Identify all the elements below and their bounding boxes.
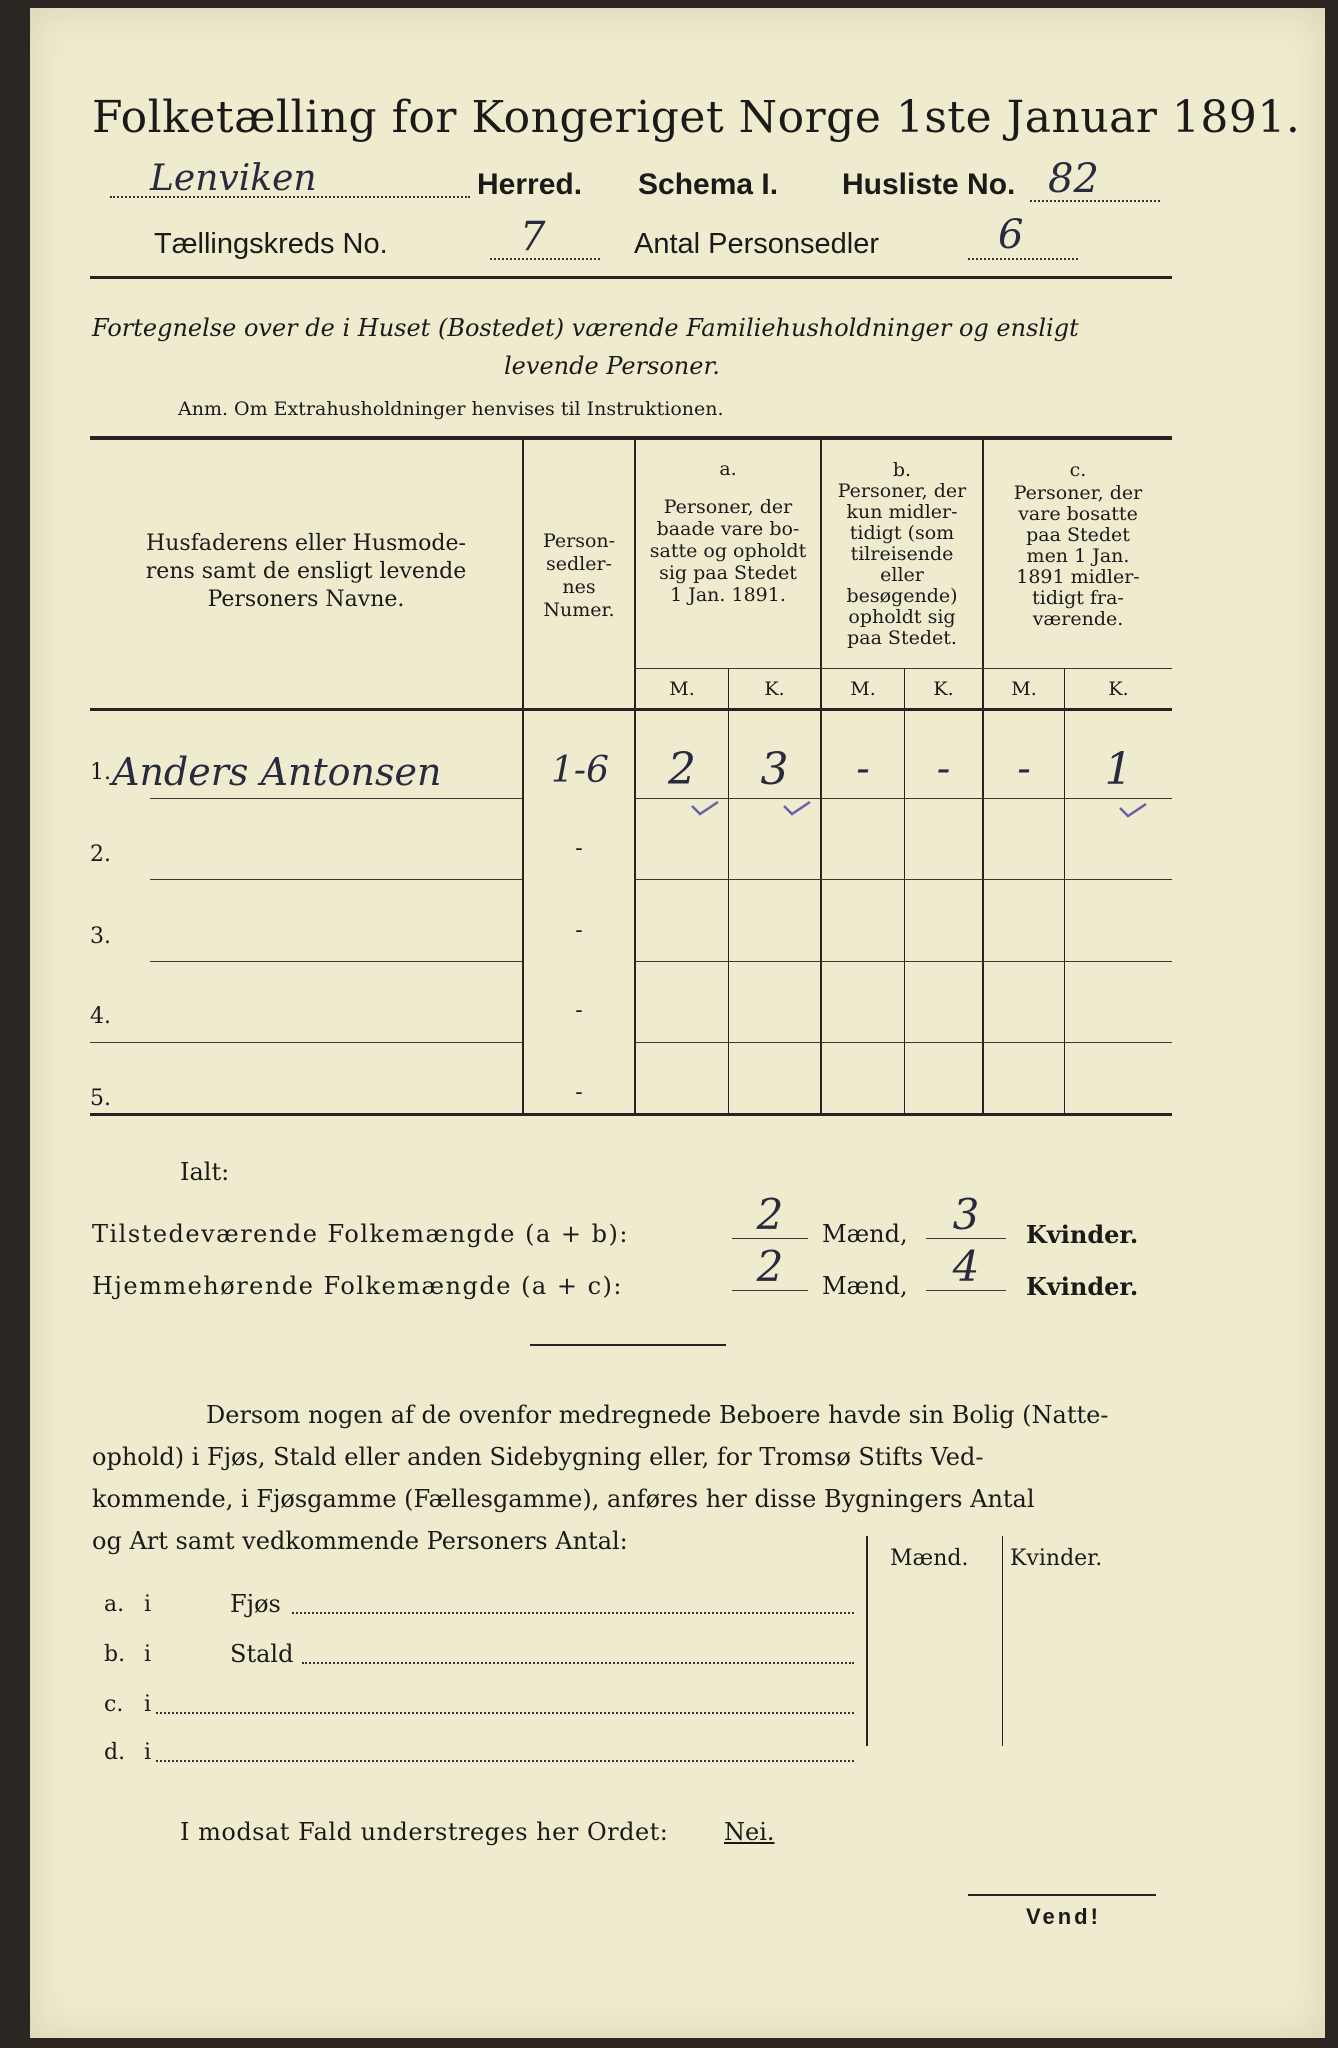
row-2-number: 2. bbox=[90, 842, 111, 867]
a-m-header: M. bbox=[669, 678, 695, 700]
row-2-line bbox=[150, 879, 522, 880]
row-3-num: - bbox=[575, 918, 583, 943]
row-3-number: 3. bbox=[90, 924, 111, 949]
building-col-line-2 bbox=[1002, 1536, 1003, 1746]
row-4-line bbox=[90, 1042, 522, 1043]
tilstede-maend-label: Mænd, bbox=[822, 1220, 908, 1248]
check-mark-icon bbox=[1118, 800, 1148, 820]
nei-word: Nei. bbox=[724, 1818, 775, 1846]
row-4-line-b bbox=[634, 1042, 1172, 1043]
kreds-value: 7 bbox=[520, 214, 546, 260]
building-a-letter: a. bbox=[104, 1592, 125, 1617]
building-c-prep: i bbox=[144, 1692, 152, 1717]
check-mark-icon bbox=[690, 798, 720, 818]
row-1-number: 1. bbox=[90, 760, 111, 785]
building-b-label: Stald bbox=[230, 1640, 294, 1668]
tilstede-kvinder-value: 3 bbox=[952, 1190, 980, 1239]
row-1-b-m: - bbox=[856, 746, 870, 792]
building-a-dotline bbox=[292, 1612, 854, 1614]
building-d-dotline bbox=[156, 1760, 854, 1762]
b-m-header: M. bbox=[850, 678, 876, 700]
col-line-ck bbox=[1064, 668, 1065, 1113]
intro-note: Anm. Om Extrahusholdninger henvises til Instruktionen. bbox=[178, 398, 724, 420]
tilstede-label: Tilstedeværende Folkemængde (a + b): bbox=[92, 1220, 629, 1248]
building-kvinder-header: Kvinder. bbox=[1010, 1546, 1103, 1571]
modsat-text: I modsat Fald understreges her Ordet: bbox=[180, 1818, 669, 1846]
antal-label: Antal Personsedler bbox=[634, 228, 880, 260]
husliste-label: Husliste No. bbox=[842, 168, 1016, 201]
col-num-header: Person- sedler- nes Numer. bbox=[542, 530, 616, 621]
tilstede-kvinder-label: Kvinder. bbox=[1026, 1220, 1139, 1249]
building-c-dotline bbox=[156, 1712, 854, 1714]
hjemme-maend-value: 2 bbox=[756, 1242, 784, 1291]
building-b-prep: i bbox=[144, 1642, 152, 1667]
table-header-rule bbox=[90, 708, 1172, 711]
col-line-ak bbox=[728, 668, 729, 1113]
row-4-number: 4. bbox=[90, 1004, 111, 1029]
row-3-line bbox=[150, 961, 522, 962]
hjemme-maend-label: Mænd, bbox=[822, 1272, 908, 1300]
a-k-header: K. bbox=[764, 678, 785, 700]
col-name-header: Husfaderens eller Husmode- rens samt de ensligt levende Personers Navne. bbox=[145, 531, 467, 612]
building-c-letter: c. bbox=[104, 1692, 124, 1717]
row-2-line-b bbox=[634, 879, 1172, 880]
header-rule bbox=[90, 276, 1172, 279]
col-a-header: a. Personer, der baade vare bo- satte og opholdt sig paa Stedet 1 Jan. 1891. bbox=[649, 458, 807, 606]
antal-dotline bbox=[968, 258, 1078, 260]
b-k-header: K. bbox=[933, 678, 954, 700]
row-1-name: Anders Antonsen bbox=[112, 750, 442, 794]
herred-label: Herred. bbox=[477, 168, 583, 201]
vend-rule bbox=[968, 1894, 1156, 1896]
row-3-line-b bbox=[634, 961, 1172, 962]
section-divider bbox=[530, 1344, 726, 1346]
building-d-letter: d. bbox=[104, 1740, 126, 1765]
row-2-num: - bbox=[575, 836, 583, 861]
antal-value: 6 bbox=[998, 212, 1024, 258]
row-1-line bbox=[150, 798, 522, 799]
check-mark-icon bbox=[782, 798, 812, 818]
col-c-header: c. Personer, der vare bosatte paa Stedet men 1 Jan. 1891 midler- tidigt fra- værende. bbox=[1013, 459, 1143, 630]
row-4-num: - bbox=[575, 998, 583, 1023]
schema-label: Schema I. bbox=[638, 168, 779, 201]
kreds-label: Tællingskreds No. bbox=[154, 228, 388, 260]
census-form-page bbox=[30, 8, 1325, 2038]
row-1-num: 1-6 bbox=[551, 750, 609, 791]
building-d-prep: i bbox=[144, 1740, 152, 1765]
herred-value: Lenviken bbox=[150, 158, 317, 199]
col-b-header: b. Personer, der kun midler- tidigt (som tilreisende eller besøgende) opholdt sig paa Stedet. bbox=[837, 459, 967, 649]
row-1-b-k: - bbox=[936, 746, 951, 792]
tilstede-maend-value: 2 bbox=[756, 1190, 784, 1239]
intro-line-1: Fortegnelse over de i Huset (Bostedet) værende Familiehusholdninger og ensligt bbox=[92, 314, 1079, 342]
building-a-prep: i bbox=[144, 1592, 152, 1617]
hjemme-kvinder-label: Kvinder. bbox=[1026, 1272, 1139, 1301]
table-top-rule bbox=[90, 436, 1172, 440]
building-b-letter: b. bbox=[104, 1642, 126, 1667]
row-1-c-k: 1 bbox=[1104, 744, 1133, 795]
building-maend-header: Mænd. bbox=[890, 1546, 969, 1571]
building-b-dotline bbox=[302, 1662, 854, 1664]
row-1-c-m: - bbox=[1017, 746, 1031, 792]
building-paragraph: Dersom nogen af de ovenfor medregnede Beboere havde sin Bolig (Natte- ophold) i Fjøs, Stald eller anden Sidebygning eller, for Tromsø Stifts Ved- kommende, i Fjøsgamme (Fællesgamme), anføres her disse Bygningers Antal og Art samt vedkommende Personers Antal: bbox=[92, 1401, 1109, 1555]
table-bottom-rule bbox=[90, 1113, 1172, 1116]
form-title: Folketælling for Kongeriget Norge 1ste Januar 1891. bbox=[92, 92, 1301, 143]
c-m-header: M. bbox=[1011, 678, 1037, 700]
mk-rule bbox=[634, 668, 1172, 669]
row-1-a-m: 2 bbox=[668, 744, 696, 795]
building-col-line-1 bbox=[866, 1536, 868, 1746]
hjemme-label: Hjemmehørende Folkemængde (a + c): bbox=[92, 1272, 623, 1300]
vend-text: Vend! bbox=[1026, 1904, 1101, 1929]
hjemme-kvinder-value: 4 bbox=[952, 1242, 980, 1291]
row-5-number: 5. bbox=[90, 1086, 111, 1111]
building-a-label: Fjøs bbox=[230, 1590, 281, 1618]
col-line-bk bbox=[904, 668, 905, 1113]
ialt-label: Ialt: bbox=[180, 1158, 230, 1186]
row-1-a-k: 3 bbox=[760, 744, 789, 795]
husliste-value: 82 bbox=[1048, 156, 1099, 202]
c-k-header: K. bbox=[1108, 678, 1129, 700]
row-5-num: - bbox=[575, 1080, 583, 1105]
intro-line-2: levende Personer. bbox=[504, 352, 720, 380]
